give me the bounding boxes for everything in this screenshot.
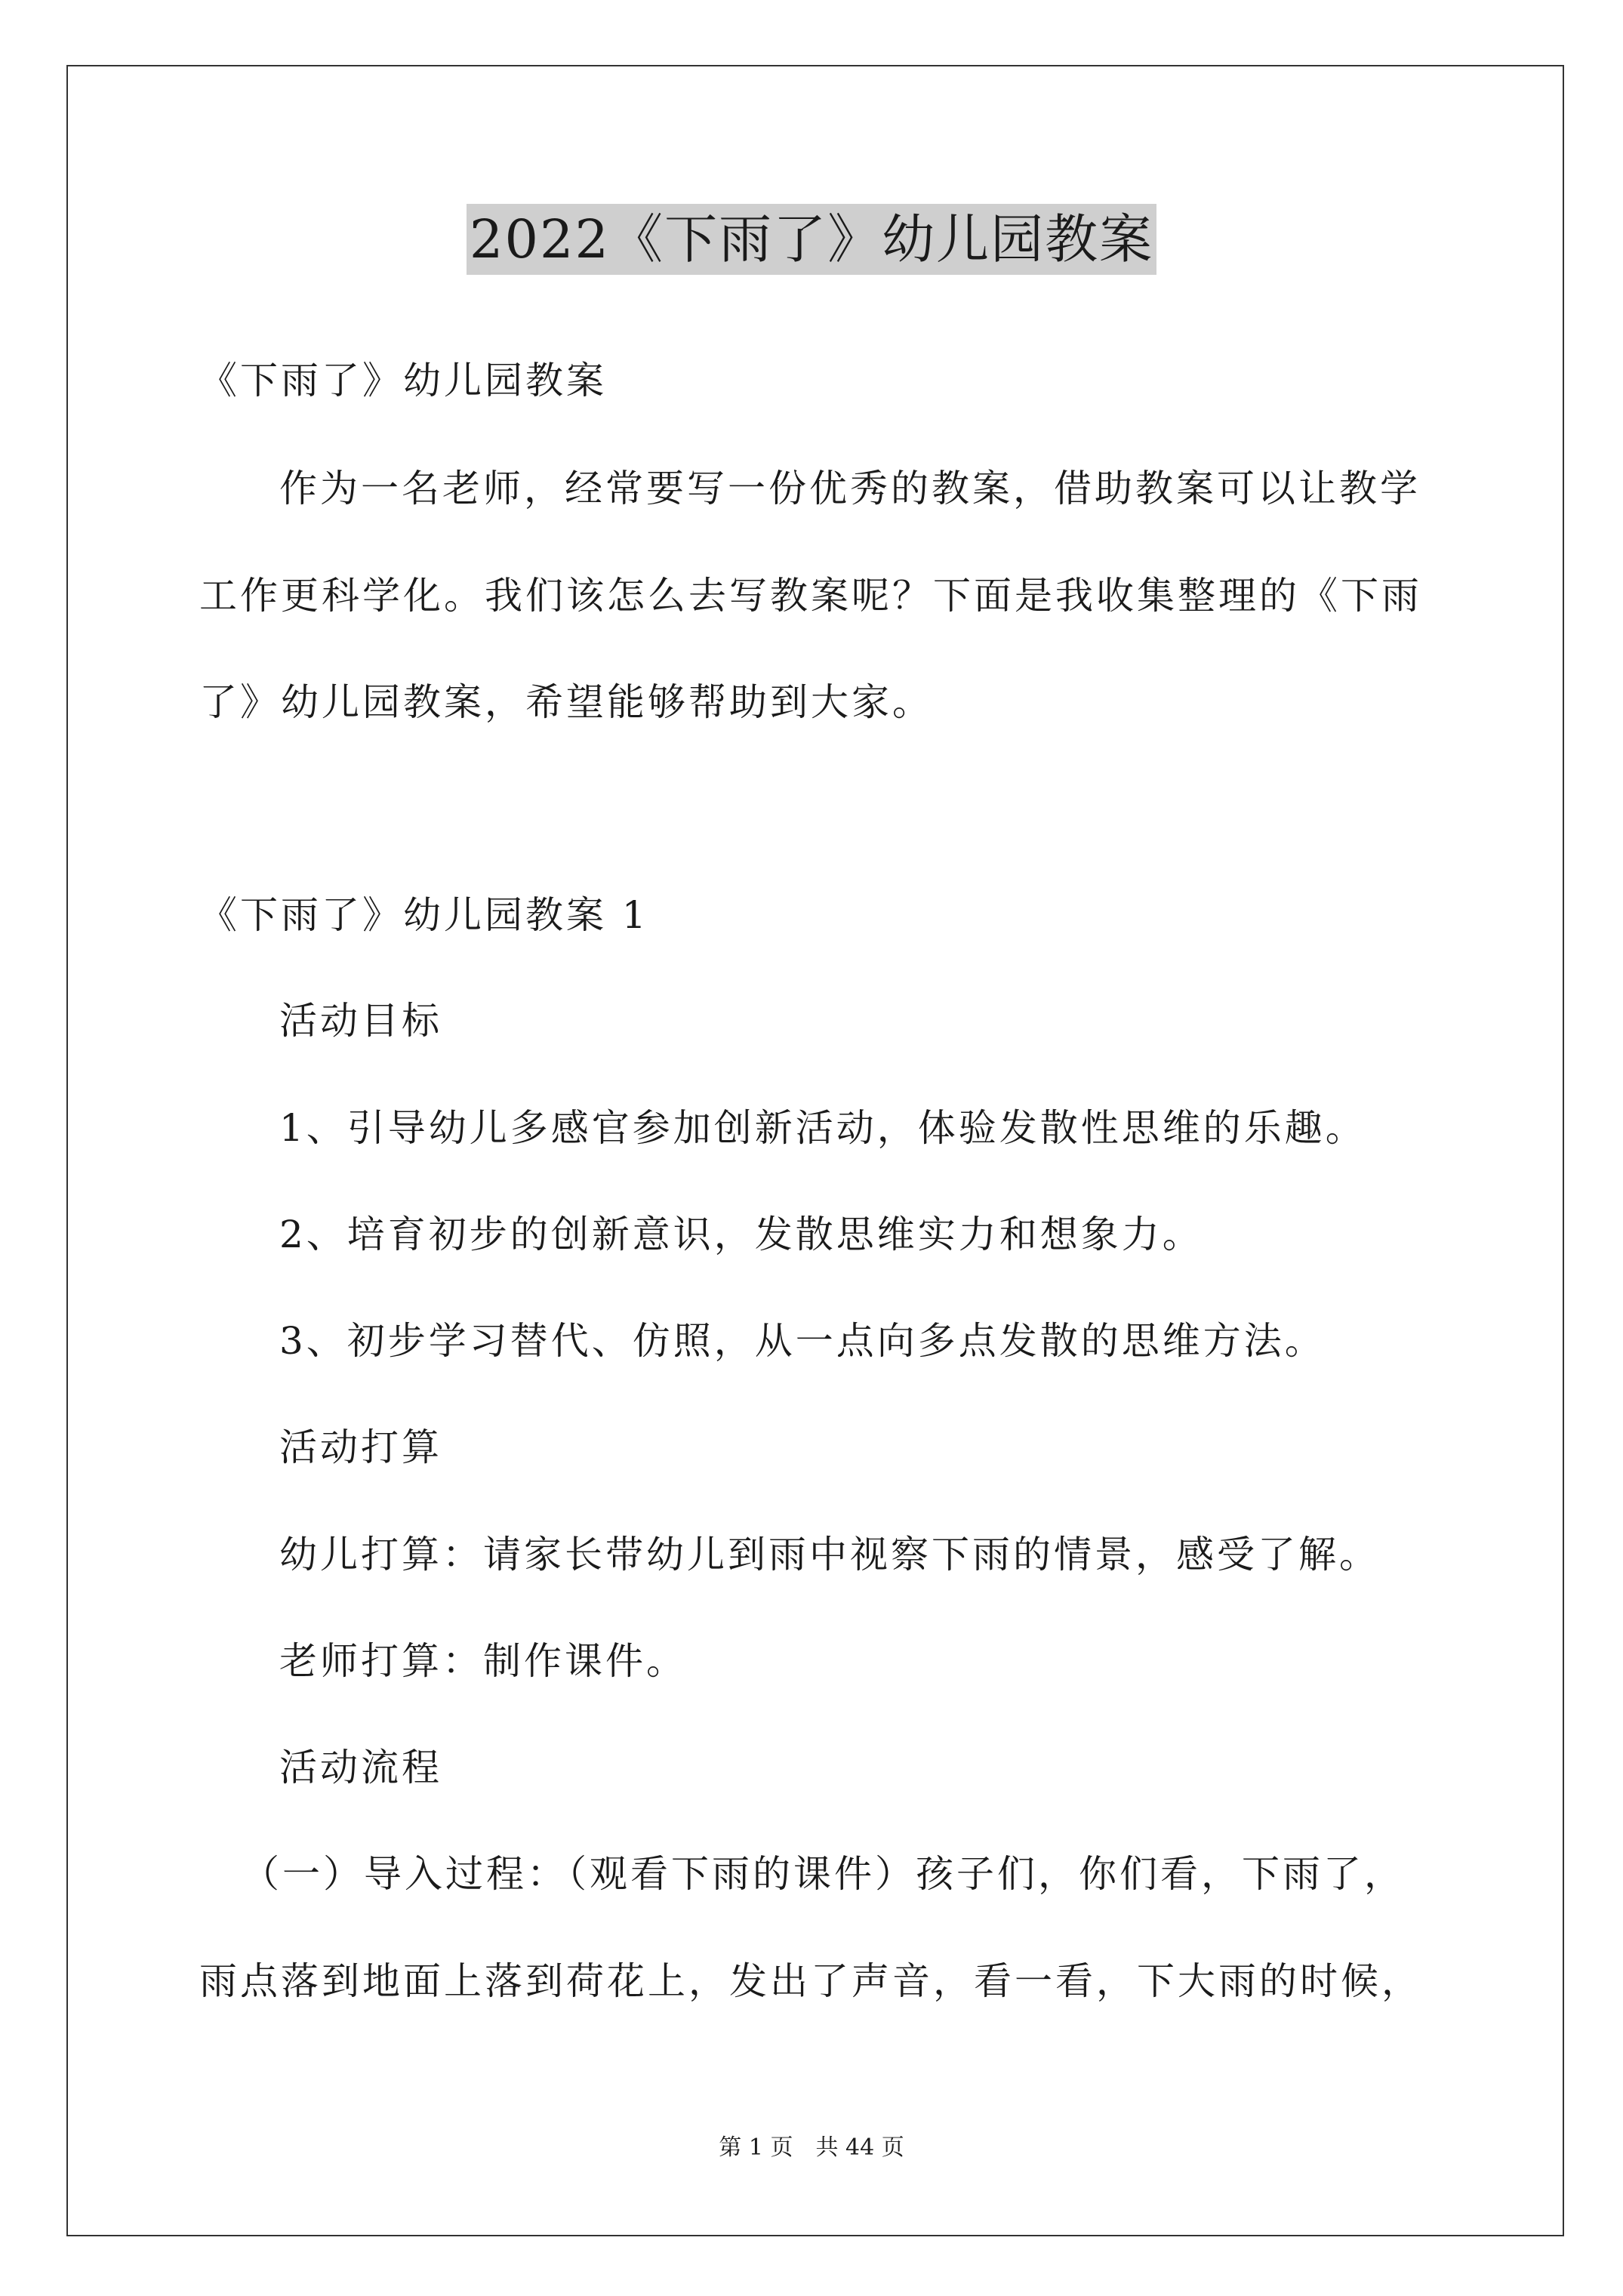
goal-item-1: 1、引导幼儿多感官参加创新活动，体验发散性思维的乐趣。 — [279, 1106, 1366, 1150]
intro-line-1: 作为一名老师，经常要写一份优秀的教案，借助教案可以让教学 — [279, 467, 1421, 510]
document-title: 2022《下雨了》幼儿园教案 — [467, 204, 1156, 275]
section-title: 《下雨了》幼儿园教案 1 — [199, 893, 649, 937]
intro-line-2: 工作更科学化。我们该怎么去写教案呢？下面是我收集整理的《下雨 — [199, 574, 1422, 618]
goal-item-3: 3、初步学习替代、仿照，从一点向多点发散的思维方法。 — [279, 1319, 1326, 1363]
goals-heading: 活动目标 — [279, 999, 442, 1043]
goal-item-2: 2、培育初步的创新意识，发散思维实力和想象力。 — [279, 1213, 1203, 1256]
subtitle: 《下雨了》幼儿园教案 — [199, 359, 607, 402]
flow-line-1: （一）导入过程：（观看下雨的课件）孩子们，你们看，下雨了， — [242, 1852, 1405, 1896]
intro-line-3: 了》幼儿园教案，希望能够帮助到大家。 — [199, 680, 933, 724]
prep-child: 幼儿打算：请家长带幼儿到雨中视察下雨的情景，感受了解。 — [279, 1533, 1380, 1576]
flow-heading: 活动流程 — [279, 1746, 442, 1789]
prep-teacher: 老师打算：制作课件。 — [279, 1639, 687, 1683]
flow-line-2: 雨点落到地面上落到荷花上，发出了声音，看一看，下大雨的时候， — [199, 1959, 1422, 2003]
page-footer: 第 1 页 共 44 页 — [719, 2134, 904, 2161]
prep-heading: 活动打算 — [279, 1425, 442, 1469]
